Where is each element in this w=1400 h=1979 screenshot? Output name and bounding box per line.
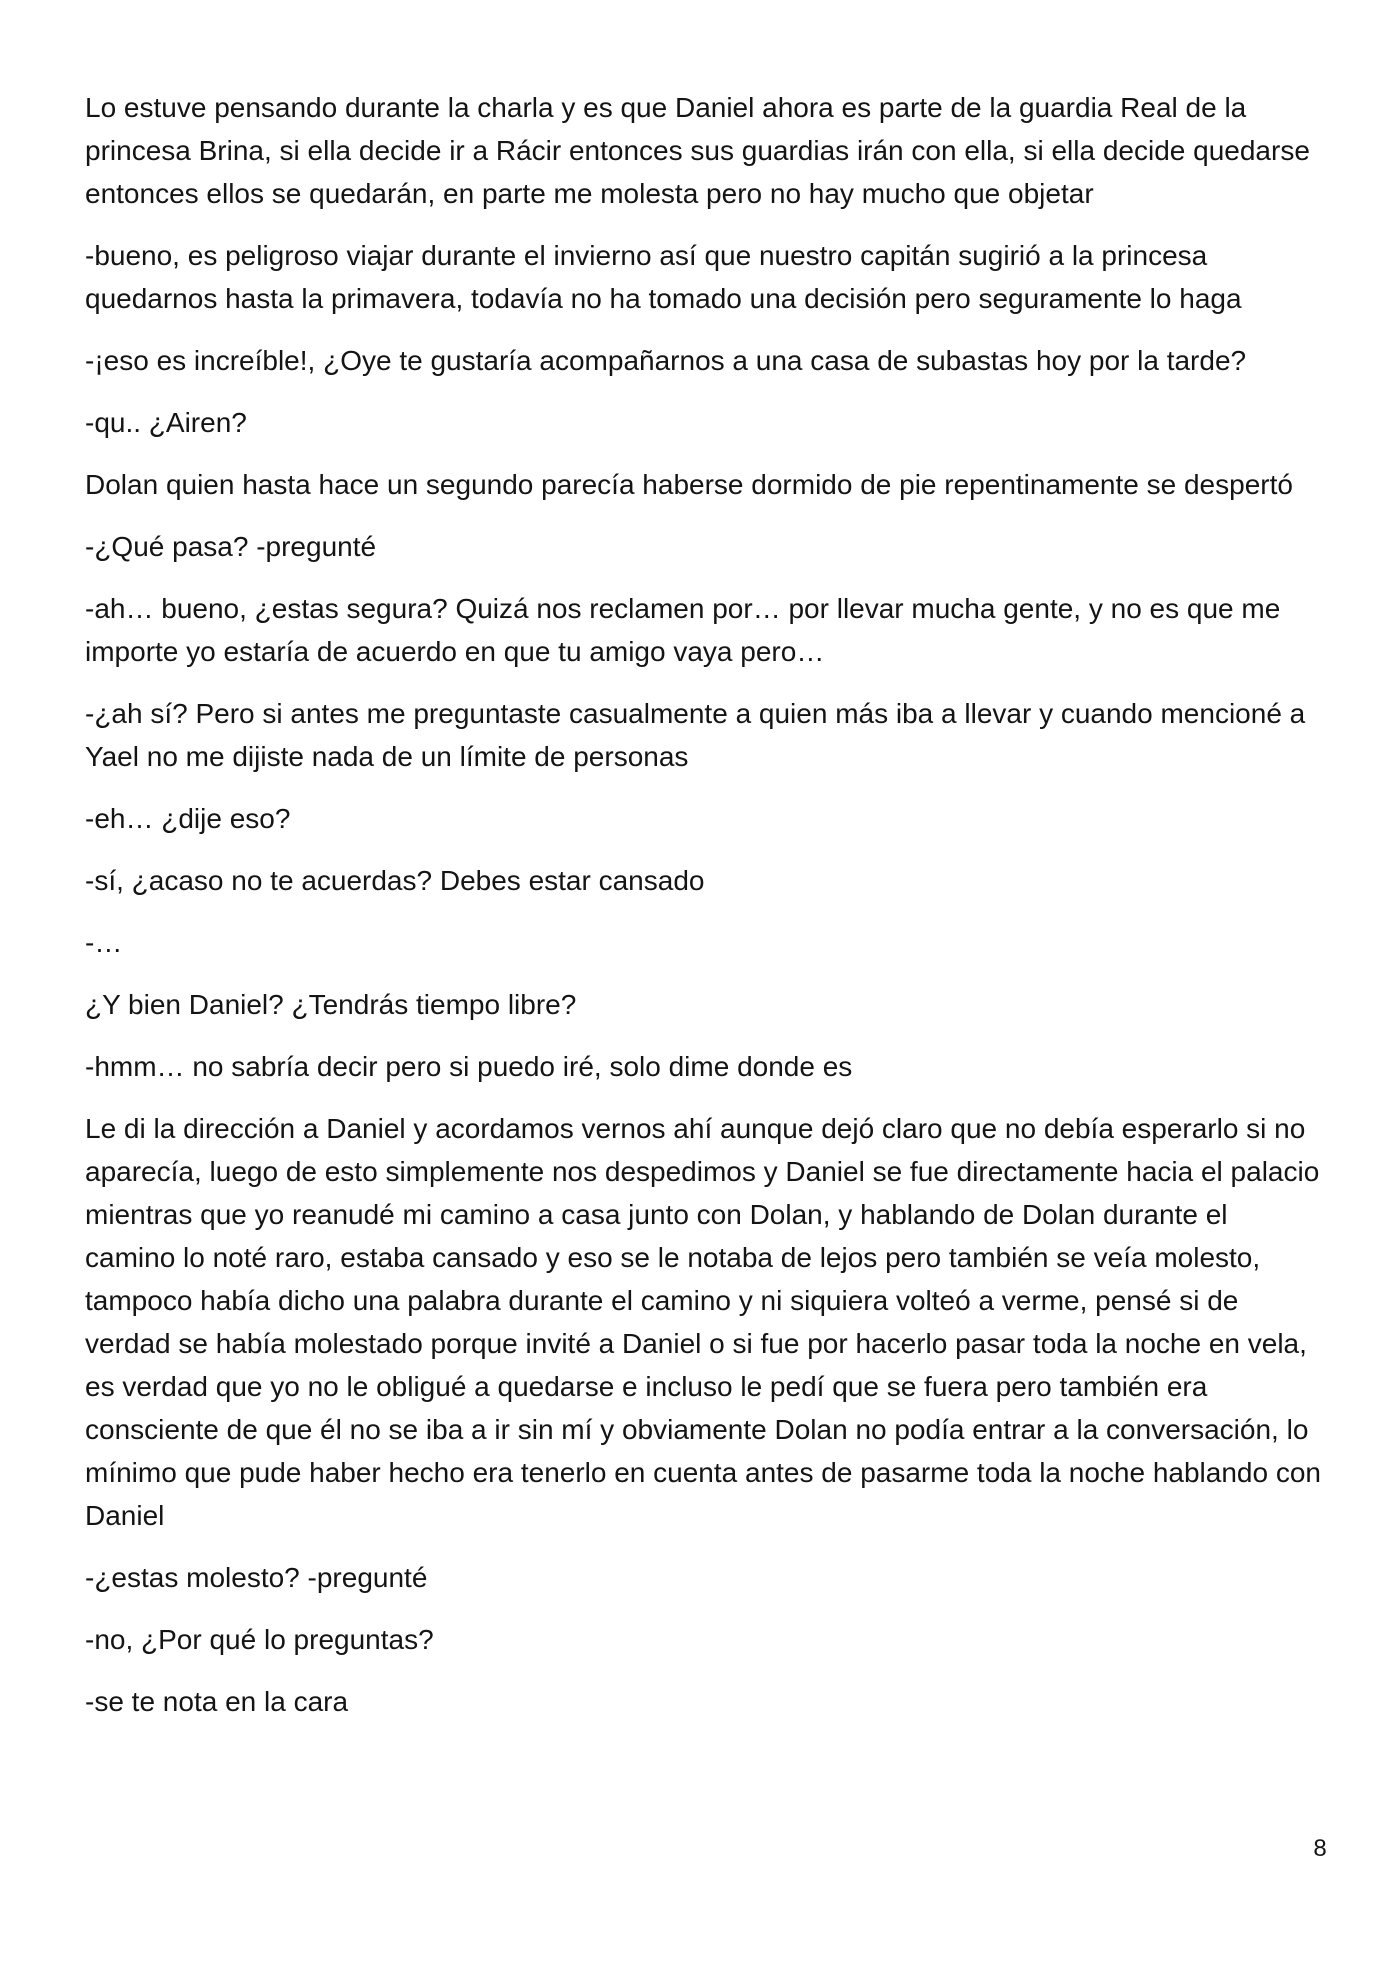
paragraph: -no, ¿Por qué lo preguntas? [85,1624,434,1655]
paragraph: -… [85,927,123,958]
paragraph: -¿Qué pasa? -pregunté [85,531,377,562]
paragraph: -bueno, es peligroso viajar durante el invierno así que nuestro capitán sugirió a la princesa quedarnos hasta la primavera, todavía no ha tomado una decisión pero seguramente lo haga [85,240,1242,314]
paragraph: Lo estuve pensando durante la charla y es que Daniel ahora es parte de la guardia Real de la princesa Brina, si ella decide ir a Rácir entonces sus guardias irán con ella, si ella decide quedarse entonces ellos se quedarán, en parte me molesta pero no hay mucho que objetar [85,92,1310,209]
paragraph: -se te nota en la cara [85,1686,349,1717]
paragraph: -¡eso es increíble!, ¿Oye te gustaría acompañarnos a una casa de subastas hoy por la tarde? [85,345,1247,376]
paragraph: -eh… ¿dije eso? [85,803,291,834]
page-number: 8 [1313,1835,1327,1862]
paragraph: -¿estas molesto? -pregunté [85,1562,428,1593]
paragraph: -qu.. ¿Airen? [85,407,247,438]
paragraph: Le di la dirección a Daniel y acordamos vernos ahí aunque dejó claro que no debía esperarlo si no aparecía, luego de esto simplemente nos despedimos y Daniel se fue directamente hacia el palacio mientras que yo reanudé mi camino a casa junto con Dolan, y hablando de Dolan durante el camino lo noté raro, estaba cansado y eso se le notaba de lejos pero también se veía molesto, tampoco había dicho una palabra durante el camino y ni siquiera volteó a verme, pensé si de verdad se había molestado porque invité a Daniel o si fue por hacerlo pasar toda la noche en vela, es verdad que yo no le obligué a quedarse e incluso le pedí que se fuera pero también era consciente de que él no se iba a ir sin mí y obviamente Dolan no podía entrar a la conversación, lo mínimo que pude haber hecho era tenerlo en cuenta antes de pasarme toda la noche hablando con Daniel [85,1113,1321,1531]
document-body [85,86,1321,1742]
paragraph: -¿ah sí? Pero si antes me preguntaste casualmente a quien más iba a llevar y cuando mencioné a Yael no me dijiste nada de un límite de personas [85,698,1306,772]
paragraph: Dolan quien hasta hace un segundo parecía haberse dormido de pie repentinamente se despertó [85,469,1293,500]
paragraph: ¿Y bien Daniel? ¿Tendrás tiempo libre? [85,989,577,1020]
paragraph: -ah… bueno, ¿estas segura? Quizá nos reclamen por… por llevar mucha gente, y no es que me importe yo estaría de acuerdo en que tu amigo vaya pero… [85,593,1281,667]
paragraph: -sí, ¿acaso no te acuerdas? Debes estar cansado [85,865,705,896]
paragraph: -hmm… no sabría decir pero si puedo iré, solo dime donde es [85,1051,853,1082]
